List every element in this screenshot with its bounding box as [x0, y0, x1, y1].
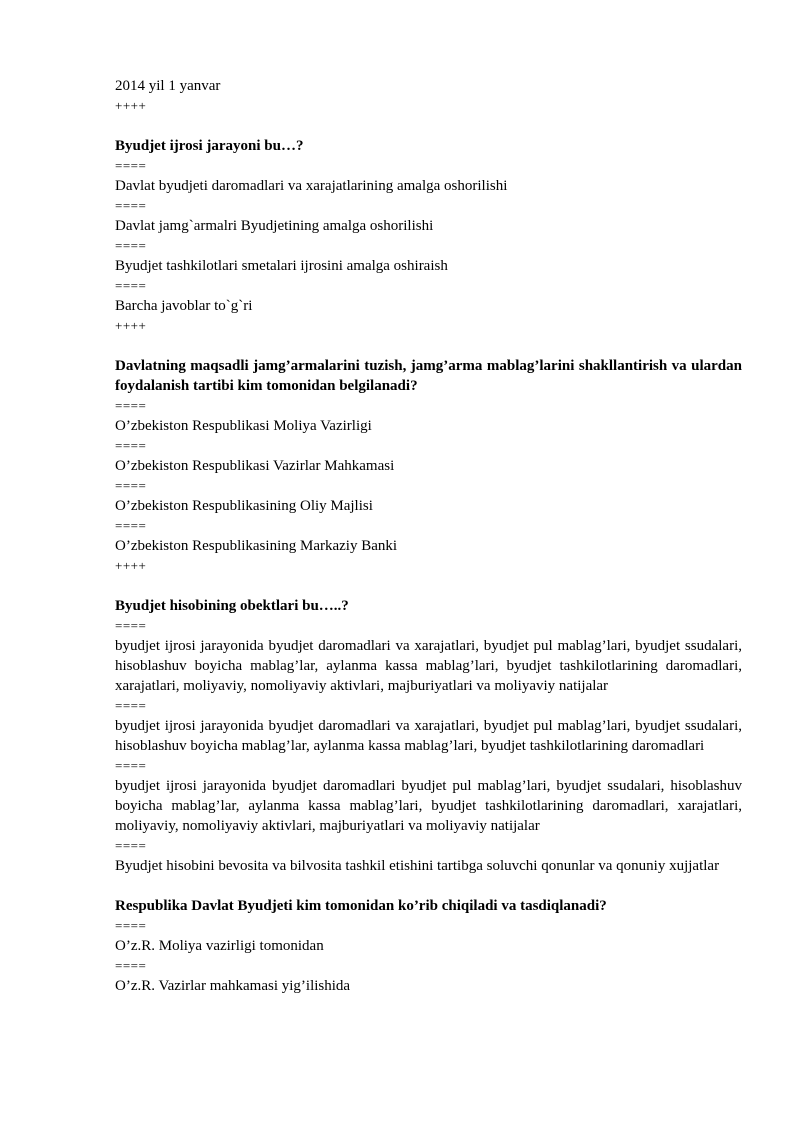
- separator: ====: [115, 838, 147, 853]
- separator: ====: [115, 198, 147, 213]
- date-line: 2014 yil 1 yanvar: [115, 78, 221, 94]
- question-block: [115, 136, 742, 336]
- answer-option: Byudjet hisobini bevosita va bilvosita tashkil etishini tartibga soluvchi qonunlar va qonuniy xujjatlar: [115, 858, 720, 874]
- answer-option: Byudjet tashkilotlari smetalari ijrosini amalga oshiraish: [115, 258, 448, 274]
- separator: ====: [115, 618, 147, 633]
- answer-option: O’zbekiston Respublikasi Vazirlar Mahkamasi: [115, 458, 395, 474]
- question-block: [115, 896, 742, 996]
- answer-option: byudjet ijrosi jarayonida byudjet daromadlari va xarajatlari, byudjet pul mablag’lari, byudjet ssudalari, hisoblashuv boyicha mablag’lar, aylanma kassa mablag’lari, byudjet tashkilotlarining daromadlari, xarajatlari, moliyaviy, nomoliyaviy aktivlari, majburiyatlari va moliyaviy natijalar: [115, 638, 742, 694]
- question-text: Byudjet ijrosi jarayoni bu…?: [115, 138, 304, 154]
- end-marker: ++++: [115, 558, 147, 573]
- separator: ====: [115, 158, 147, 173]
- separator: ====: [115, 238, 147, 253]
- question-text: Respublika Davlat Byudjeti kim tomonidan ko’rib chiqiladi va tasdiqlanadi?: [115, 898, 607, 914]
- separator: ====: [115, 698, 147, 713]
- end-marker: ++++: [115, 98, 147, 113]
- answer-option: Davlat byudjeti daromadlari va xarajatlarining amalga oshorilishi: [115, 178, 508, 194]
- question-text: Davlatning maqsadli jamg’armalarini tuzish, jamg’arma mablag’larini shakllantirish va ulardan foydalanish tartibi kim tomonidan belgilanadi?: [115, 358, 742, 394]
- separator: ====: [115, 958, 147, 973]
- answer-option: O’zbekiston Respublikasining Oliy Majlisi: [115, 498, 373, 514]
- separator: ====: [115, 758, 147, 773]
- question-block: [115, 596, 742, 876]
- separator: ====: [115, 398, 147, 413]
- question-text: Byudjet hisobining obektlari bu…..?: [115, 598, 349, 614]
- answer-option: byudjet ijrosi jarayonida byudjet daromadlari byudjet pul mablag’lari, byudjet ssudalari, hisoblashuv boyicha mablag’lar, aylanma kassa mablag’lari, byudjet tashkilotlarining daromadlari, xarajatlari, moliyaviy, nomoliyaviy aktivlari, majburiyatlari va moliyaviy natijalar: [115, 778, 742, 834]
- answer-option: Barcha javoblar to`g`ri: [115, 298, 253, 314]
- separator: ====: [115, 518, 147, 533]
- separator: ====: [115, 278, 147, 293]
- answer-option: O’z.R. Vazirlar mahkamasi yig’ilishida: [115, 978, 351, 994]
- separator: ====: [115, 438, 147, 453]
- answer-option: O’zbekiston Respublikasi Moliya Vazirligi: [115, 418, 372, 434]
- answer-option: byudjet ijrosi jarayonida byudjet daromadlari va xarajatlari, byudjet pul mablag’lari, byudjet ssudalari, hisoblashuv boyicha mablag’lar, aylanma kassa mablag’lari, byudjet tashkilotlarining daromadlari: [115, 718, 742, 754]
- end-marker: ++++: [115, 318, 147, 333]
- separator: ====: [115, 478, 147, 493]
- document-page: [115, 76, 742, 996]
- separator: ====: [115, 918, 147, 933]
- question-block: [115, 356, 742, 576]
- answer-option: O’z.R. Moliya vazirligi tomonidan: [115, 938, 324, 954]
- answer-option: O’zbekiston Respublikasining Markaziy Banki: [115, 538, 398, 554]
- answer-option: Davlat jamg`armalri Byudjetining amalga oshorilishi: [115, 218, 434, 234]
